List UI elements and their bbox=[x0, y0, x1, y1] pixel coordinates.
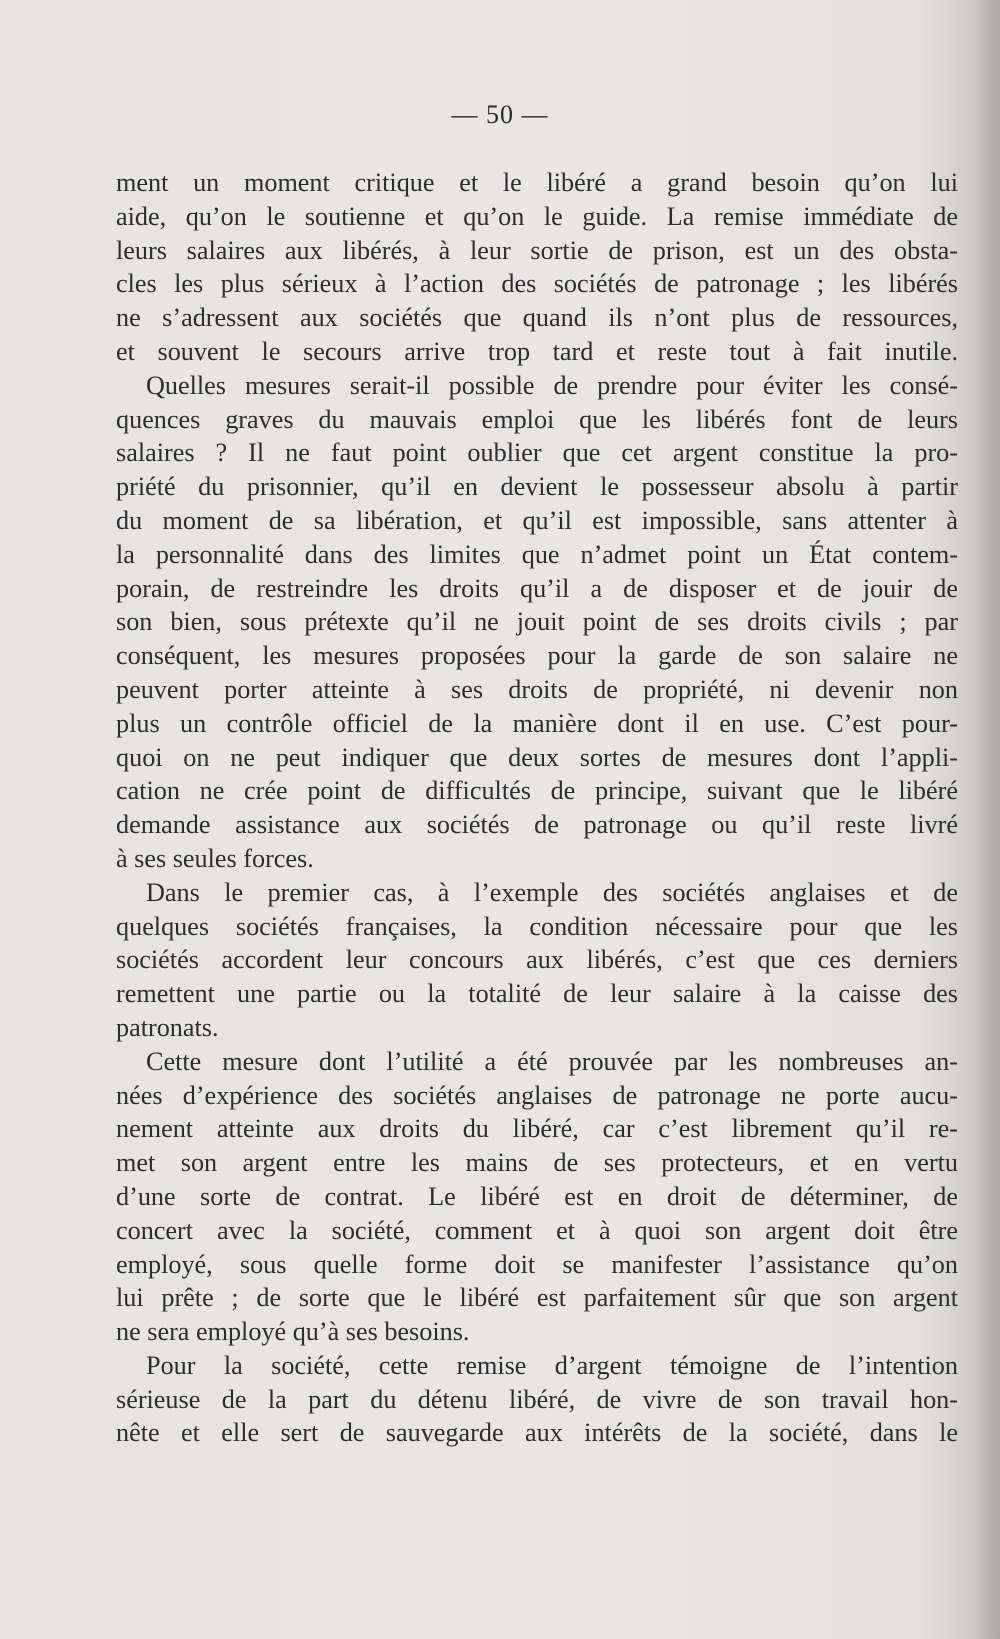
text-line: nête et elle sert de sauvegarde aux intérêts de la société, dans le bbox=[116, 1418, 958, 1448]
text-line: cles les plus sérieux à l’action des sociétés de patronage ; les libérés bbox=[116, 269, 958, 299]
text-line: remettent une partie ou la totalité de leur salaire à la caisse des bbox=[116, 979, 958, 1009]
text-line: Pour la société, cette remise d’argent témoigne de l’intention bbox=[146, 1350, 958, 1380]
text-line: demande assistance aux sociétés de patronage ou qu’il reste livré bbox=[116, 810, 958, 840]
text-line: cation ne crée point de difficultés de principe, suivant que le libéré bbox=[116, 776, 958, 806]
text-line: peuvent porter atteinte à ses droits de propriété, ni devenir non bbox=[116, 674, 958, 704]
text-line: salaires ? Il ne faut point oublier que cet argent constitue la pro- bbox=[116, 438, 958, 468]
text-line: sérieuse de la part du détenu libéré, de vivre de son travail hon- bbox=[116, 1384, 958, 1414]
text-line: leurs salaires aux libérés, à leur sortie de prison, est un des obsta- bbox=[116, 235, 958, 265]
text-line: patronats. bbox=[116, 1012, 219, 1042]
text-line: son bien, sous prétexte qu’il ne jouit point de ses droits civils ; par bbox=[116, 607, 958, 637]
text-line: et souvent le secours arrive trop tard et reste tout à fait inutile. bbox=[116, 336, 958, 366]
text-line: concert avec la société, comment et à quoi son argent doit être bbox=[116, 1215, 958, 1245]
text-line: conséquent, les mesures proposées pour la garde de son salaire ne bbox=[116, 641, 958, 671]
text-line: d’une sorte de contrat. Le libéré est en droit de déterminer, de bbox=[116, 1181, 958, 1211]
text-line: ne s’adressent aux sociétés que quand ils n’ont plus de ressources, bbox=[116, 303, 958, 333]
text-line: plus un contrôle officiel de la manière dont il en use. C’est pour- bbox=[116, 708, 958, 738]
body-text bbox=[116, 166, 958, 1450]
text-line: lui prête ; de sorte que le libéré est parfaitement sûr que son argent bbox=[116, 1283, 958, 1313]
text-line: sociétés accordent leur concours aux libérés, c’est que ces derniers bbox=[116, 945, 958, 975]
text-line: Dans le premier cas, à l’exemple des sociétés anglaises et de bbox=[146, 877, 958, 907]
text-line: aide, qu’on le soutienne et qu’on le guide. La remise immédiate de bbox=[116, 201, 958, 231]
text-line: ne sera employé qu’à ses besoins. bbox=[116, 1317, 470, 1347]
text-line: à ses seules forces. bbox=[116, 843, 314, 873]
text-line: porain, de restreindre les droits qu’il a de disposer et de jouir de bbox=[116, 573, 958, 603]
text-line: la personnalité dans des limites que n’admet point un État contem- bbox=[116, 539, 958, 569]
page-number: — 50 — bbox=[451, 100, 549, 129]
text-line: met son argent entre les mains de ses protecteurs, et en vertu bbox=[116, 1148, 958, 1178]
text-line: quelques sociétés françaises, la condition nécessaire pour que les bbox=[116, 911, 958, 941]
text-line: employé, sous quelle forme doit se manifester l’assistance qu’on bbox=[116, 1249, 958, 1279]
text-line: priété du prisonnier, qu’il en devient le possesseur absolu à partir bbox=[116, 472, 958, 502]
text-line: quences graves du mauvais emploi que les libérés font de leurs bbox=[116, 404, 958, 434]
text-line: du moment de sa libération, et qu’il est impossible, sans attenter à bbox=[116, 505, 958, 535]
text-line: nement atteinte aux droits du libéré, car c’est librement qu’il re- bbox=[116, 1114, 958, 1144]
text-line: nées d’expérience des sociétés anglaises de patronage ne porte aucu- bbox=[116, 1080, 958, 1110]
text-line: Quelles mesures serait-il possible de prendre pour éviter les consé- bbox=[146, 370, 958, 400]
text-line: Cette mesure dont l’utilité a été prouvée par les nombreuses an- bbox=[146, 1046, 958, 1076]
text-line: quoi on ne peut indiquer que deux sortes de mesures dont l’appli- bbox=[116, 742, 958, 772]
text-line: ment un moment critique et le libéré a grand besoin qu’on lui bbox=[116, 168, 958, 197]
